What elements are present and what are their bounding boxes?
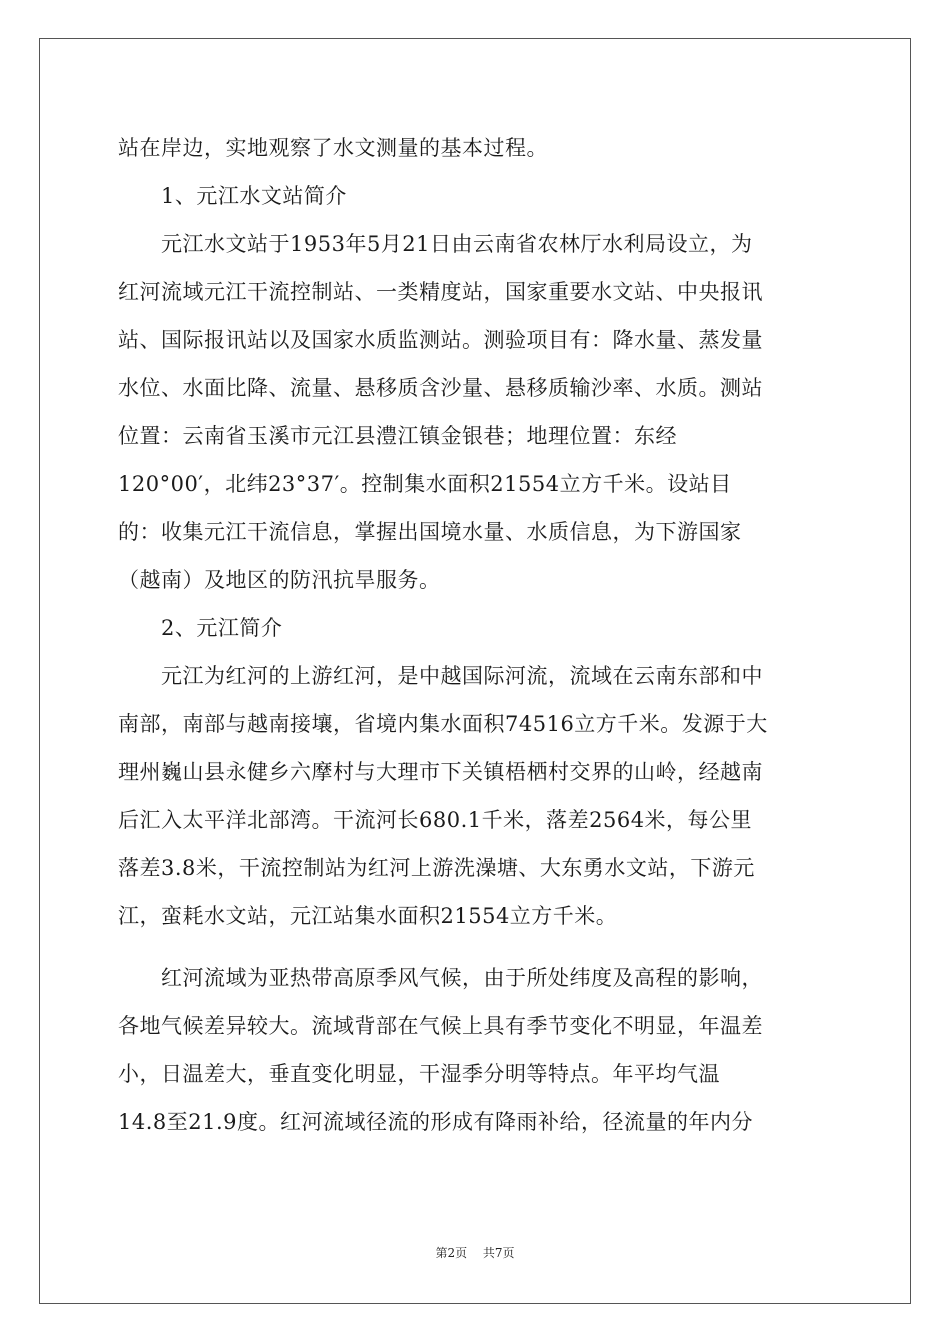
page-footer <box>0 1244 950 1261</box>
text-line: 元江为红河的上游红河，是中越国际河流，流域在云南东部和中 <box>161 664 763 688</box>
page-number: 第2页 <box>435 1246 468 1260</box>
text-line: 120°00′，北纬23°37′。控制集水面积21554立方千米。设站目 <box>118 472 732 496</box>
text-line: 各地气候差异较大。流域背部在气候上具有季节变化不明显，年温差 <box>118 1014 763 1038</box>
paragraph-gap <box>118 940 834 954</box>
text-block-1 <box>118 124 834 940</box>
text-line: 的：收集元江干流信息，掌握出国境水量、水质信息，为下游国家 <box>118 520 742 544</box>
text-line: 小，日温差大，垂直变化明显，干湿季分明等特点。年平均气温 <box>118 1062 720 1086</box>
text-line: 元江水文站于1953年5月21日由云南省农林厅水利局设立，为 <box>161 232 753 256</box>
text-line: 落差3.8米，干流控制站为红河上游洗澡塘、大东勇水文站，下游元 <box>118 856 755 880</box>
text-line: 南部，南部与越南接壤，省境内集水面积74516立方千米。发源于大 <box>118 712 768 736</box>
text-line: 红河流域元江干流控制站、一类精度站，国家重要水文站、中央报讯 <box>118 280 763 304</box>
text-line: 站、国际报讯站以及国家水质监测站。测验项目有：降水量、蒸发量 <box>118 328 763 352</box>
text-line: 红河流域为亚热带高原季风气候，由于所处纬度及高程的影响， <box>161 966 763 990</box>
text-line: 14.8至21.9度。红河流域径流的形成有降雨补给，径流量的年内分 <box>118 1110 754 1134</box>
text-line: 后汇入太平洋北部湾。干流河长680.1千米，落差2564米，每公里 <box>118 808 753 832</box>
page-total: 共7页 <box>482 1246 515 1260</box>
text-line: 1、元江水文站简介 <box>161 184 347 208</box>
text-line: 水位、水面比降、流量、悬移质含沙量、悬移质输沙率、水质。测站 <box>118 376 763 400</box>
text-block-2 <box>118 954 834 1146</box>
text-line: 江，蛮耗水文站，元江站集水面积21554立方千米。 <box>118 904 618 928</box>
text-line: 位置：云南省玉溪市元江县澧江镇金银巷；地理位置：东经 <box>118 424 677 448</box>
document-body <box>118 124 834 1146</box>
text-line: 2、元江简介 <box>161 616 283 640</box>
text-line: 站在岸边，实地观察了水文测量的基本过程。 <box>118 136 548 160</box>
text-line: （越南）及地区的防汛抗旱服务。 <box>118 568 441 592</box>
text-line: 理州巍山县永健乡六摩村与大理市下关镇梧栖村交界的山岭，经越南 <box>118 760 763 784</box>
